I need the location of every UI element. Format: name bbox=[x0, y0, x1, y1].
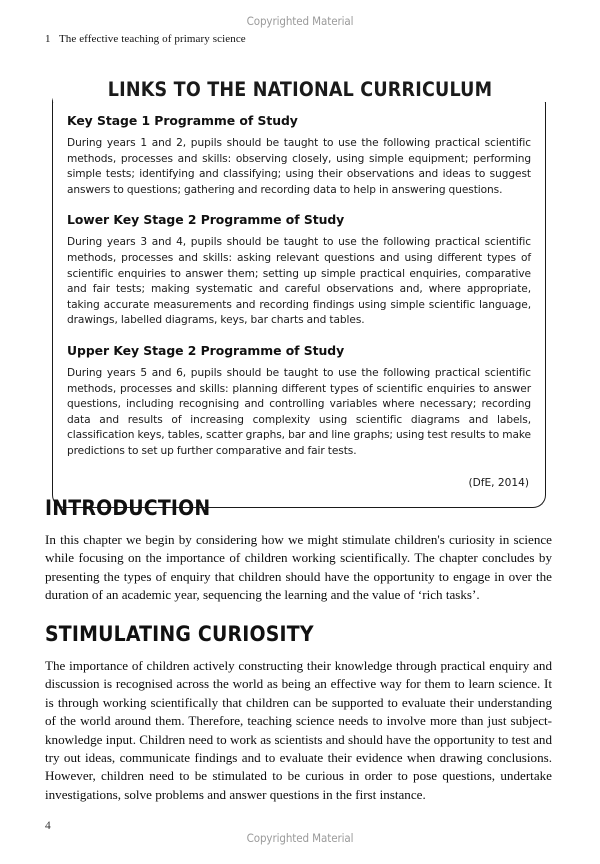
box-section-heading: Lower Key Stage 2 Programme of Study bbox=[67, 212, 345, 228]
box-section-heading: Key Stage 1 Programme of Study bbox=[67, 113, 298, 128]
links-to-national-curriculum-box bbox=[52, 78, 546, 508]
box-section-heading: Upper Key Stage 2 Programme of Study bbox=[67, 342, 345, 358]
box-section-upper-key-stage-2 bbox=[67, 343, 531, 460]
section-heading: STIMULATING CURIOSITY bbox=[45, 622, 314, 646]
box-section-lower-key-stage-2 bbox=[67, 212, 531, 329]
section-body: The importance of children actively constructing their knowledge through practical enquiry and discussion is recognised across the world as being an effective way for them to learn science. It is through working scientifically that children can be supported to evaluate their understanding of the world around them. Therefore, teaching science needs to involve more than just subject-knowledge input. Children need to work as scientists and should have the opportunity to test and try out ideas, communicate findings and to evaluate their evidence when drawing conclusions. However, children need to be stimulated to be curious in order to pose questions, undertake investigations, solve problems and answer questions in the first instance. bbox=[45, 658, 552, 802]
box-section-body: During years 5 and 6, pupils should be taught to use the following practical scientific methods, processes and skills: planning different types of scientific enquiries to answer questions, including recognising and controlling variables where necessary; recording data and results of increasing complexity using scientific diagrams and labels, classification keys, tables, scatter graphs, bar and line graphs; using test results to make predictions to set up further comparative and fair tests. bbox=[67, 366, 531, 457]
copyright-watermark-bottom: Copyrighted Material bbox=[246, 831, 354, 845]
page-number: 4 bbox=[45, 820, 51, 832]
copyright-watermark-top: Copyrighted Material bbox=[246, 14, 354, 28]
section-introduction bbox=[45, 496, 552, 605]
box-section-body: During years 3 and 4, pupils should be taught to use the following practical scientific methods, processes and skills: asking relevant questions and using different types of scientific enquiries to answer them; setting up simple practical enquiries, comparative and fair tests; making systematic and careful observations and, where appropriate, taking accurate measurements and recording findings using simple scientific language, drawings, labelled diagrams, keys, bar charts and tables. bbox=[67, 236, 531, 327]
box-section-body: During years 1 and 2, pupils should be taught to use the following practical scientific methods, processes and skills: observing closely, using simple equipment; performing simple tests; identifying and classifying; using their observations and ideas to suggest answers to questions; gathering and recording data to help in answering questions. bbox=[67, 137, 531, 196]
section-stimulating-curiosity bbox=[45, 622, 552, 804]
box-section-key-stage-1 bbox=[67, 113, 531, 198]
section-heading: INTRODUCTION bbox=[45, 496, 211, 520]
feature-box-title: LINKS TO THE NATIONAL CURRICULUM bbox=[53, 78, 547, 102]
running-head: 1 The effective teaching of primary science bbox=[45, 33, 246, 45]
section-body: In this chapter we begin by considering how we might stimulate children's curiosity in science while focusing on the importance of children working scientifically. The chapter concludes by presenting the types of enquiry that children should have the opportunity to engage in over the duration of an academic year, sequencing the learning and the value of ‘rich tasks’. bbox=[45, 532, 552, 603]
feature-box-citation: (DfE, 2014) bbox=[468, 476, 529, 489]
